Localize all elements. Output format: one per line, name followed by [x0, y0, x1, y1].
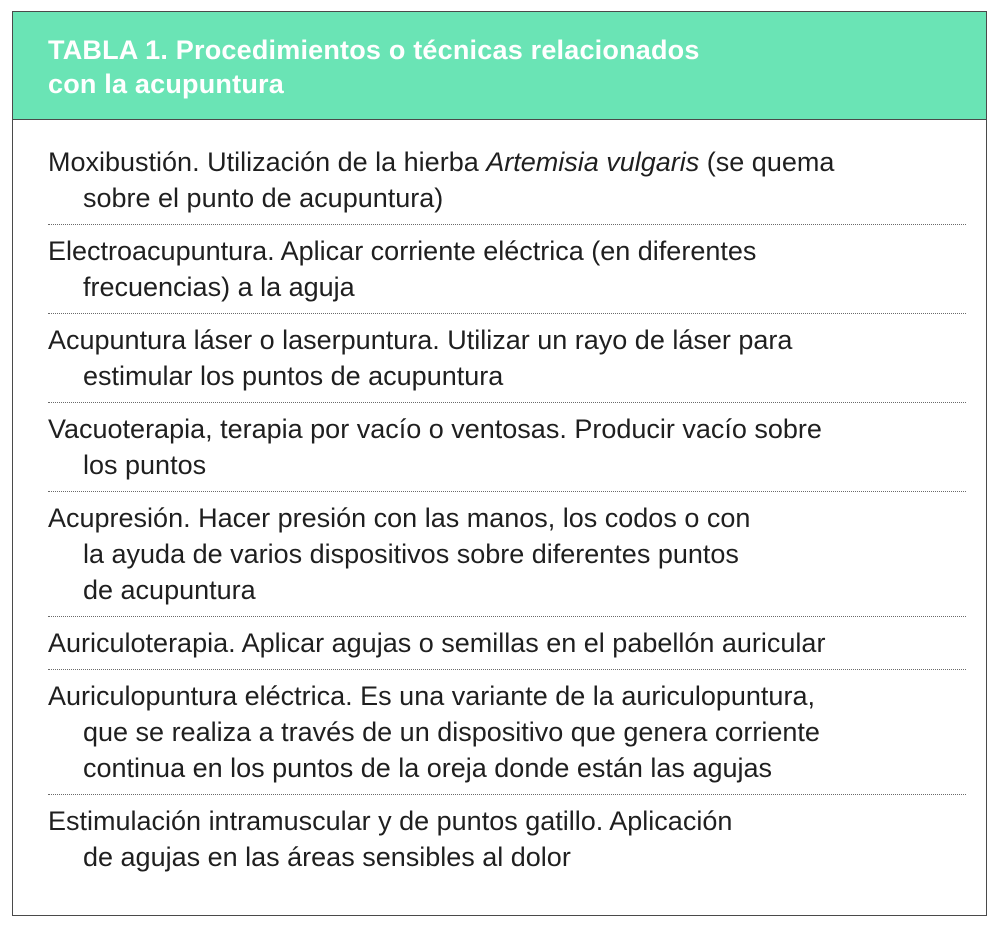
table-row-continuation: de agujas en las áreas sensibles al dolor [83, 842, 571, 872]
table-body [13, 120, 986, 875]
table-row-line: Estimulación intramuscular y de puntos gatillo. Aplicación [48, 806, 733, 836]
table-row-line: Vacuoterapia, terapia por vacío o ventosas. Producir vacío sobre [48, 414, 822, 444]
table-row-line [48, 144, 958, 180]
table-row-acupresion [48, 500, 958, 608]
table-row-continuation: frecuencias) a la aguja [83, 272, 355, 302]
table-row-line: Auriculoterapia. Aplicar agujas o semillas en el pabellón auricular [48, 628, 826, 658]
table-row-continuation: sobre el punto de acupuntura) [83, 183, 444, 213]
table-row-acupuntura-laser [48, 322, 958, 394]
table-row-line: Auriculopuntura eléctrica. Es una variante de la auriculopuntura, [48, 681, 815, 711]
table-row-auriculoterapia [48, 625, 958, 661]
table-row-line: Acupresión. Hacer presión con las manos, los codos o con [48, 503, 751, 533]
table-row-line: Acupuntura láser o laserpuntura. Utilizar un rayo de láser para [48, 325, 793, 355]
species-name-italic: Artemisia vulgaris [486, 147, 700, 177]
table-row-electroacupuntura [48, 233, 958, 305]
table-row-continuation: la ayuda de varios dispositivos sobre diferentes puntos [83, 539, 739, 569]
table-row-continuation: los puntos [83, 450, 207, 480]
table-title-line-1: TABLA 1. Procedimientos o técnicas relacionados [48, 35, 700, 65]
procedures-table [12, 11, 987, 916]
row-text-before-italic: Moxibustión. Utilización de la hierba [48, 147, 487, 177]
table-title-line-2: con la acupuntura [48, 69, 284, 99]
table-row-vacuoterapia [48, 411, 958, 483]
table-title [48, 33, 986, 101]
table-row-auriculopuntura-electrica [48, 678, 958, 786]
table-row-estimulacion-intramuscular [48, 803, 958, 875]
table-row-moxibustion [48, 144, 958, 216]
table-row-continuation: estimular los puntos de acupuntura [83, 361, 504, 391]
table-header [13, 12, 986, 120]
table-row-continuation: de acupuntura [83, 575, 256, 605]
table-row-line: Electroacupuntura. Aplicar corriente eléctrica (en diferentes [48, 236, 757, 266]
table-row-continuation: continua en los puntos de la oreja donde están las agujas [83, 753, 773, 783]
table-row-continuation: que se realiza a través de un dispositivo que genera corriente [83, 717, 820, 747]
row-text-after-italic: (se quema [699, 147, 835, 177]
